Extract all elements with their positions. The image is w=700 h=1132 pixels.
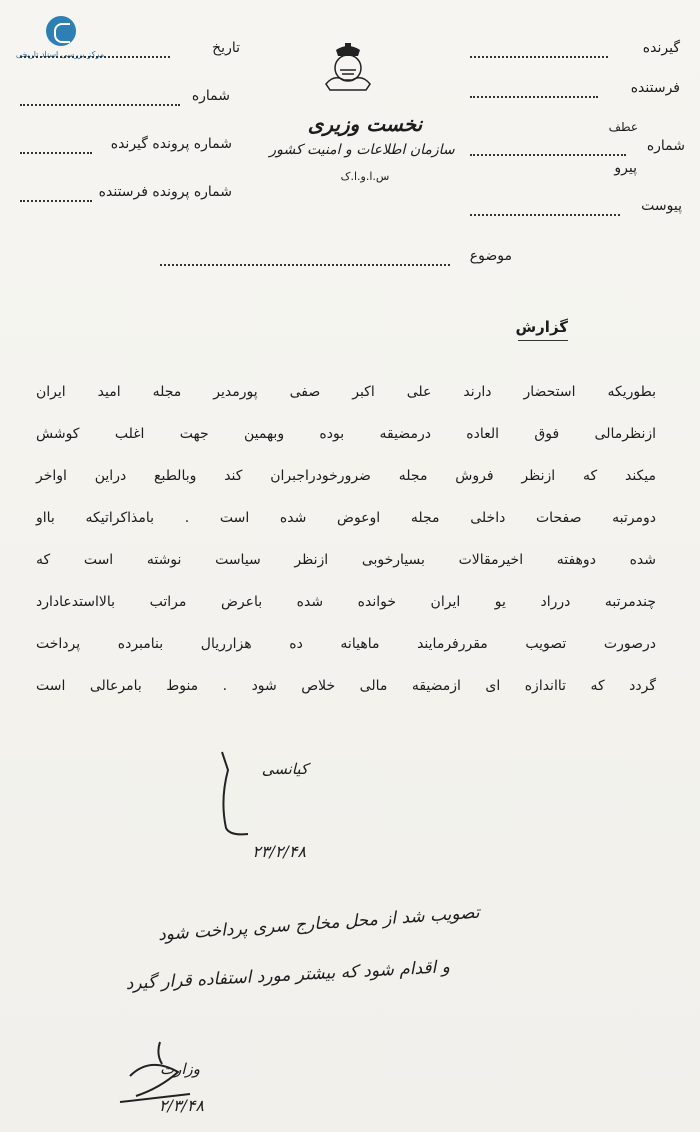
attachment-label: پیوست (641, 198, 682, 214)
signature1-date: ۲۳/۲/۴۸ (252, 842, 306, 861)
header-code: س.ا.و.ا.ک (340, 170, 390, 183)
recipient-label: گیرنده (642, 40, 680, 56)
header-line1: نخست وزیری (307, 112, 423, 136)
signature2-name: وزارت (159, 1060, 200, 1078)
number-label-right: شماره (646, 138, 685, 154)
body-line: گردد که تااندازه ای ازمضیقه مالی خلاص شود . منوط بامرعالی است (36, 678, 656, 694)
following-label: پیرو (614, 160, 637, 176)
body-line: ازنظرمالی فوق العاده درمضیقه بوده وبهمین جهت اغلب کوشش (36, 426, 656, 442)
signature1-name: کیانسی (261, 760, 308, 778)
body-line: شده دوهفته اخیرمقالات بسیارخوبی ازنظر سیاست نوشته است که (36, 552, 656, 568)
lion-and-sun-emblem-icon (318, 40, 378, 96)
report-title-underline (518, 340, 568, 341)
date-label: تاریخ (212, 40, 240, 56)
number-right-dotted-line (470, 154, 626, 156)
body-line: چندمرتبه درراد یو ایران خوانده شده باعرض مراتب بالااستدعادارد (36, 594, 656, 610)
report-title: گزارش (515, 318, 568, 336)
date-dotted-line (20, 56, 170, 58)
header-line2: سازمان اطلاعات و امنیت کشور (269, 142, 455, 158)
number-dotted-line (20, 104, 180, 106)
recipient-file-dotted-line (20, 152, 92, 154)
archive-logo-icon (46, 16, 76, 46)
handwritten-note-line1: تصویب شد از محل مخارج سری پرداخت شود (157, 902, 481, 946)
body-line: دومرتبه صفحات داخلی مجله اوعوض شده است . بامذاکراتیکه بااو (36, 510, 656, 526)
attachment-dotted-line (470, 214, 620, 216)
recipient-file-label: شماره پرونده گیرنده (110, 136, 232, 152)
handwritten-note-line2: و اقدام شود که بیشتر مورد استفاده قرار گیرد (125, 957, 451, 995)
signature2-date: ۲/۳/۴۸ (158, 1096, 204, 1115)
sender-file-dotted-line (20, 200, 92, 202)
recipient-dotted-line (470, 56, 608, 58)
number-label: شماره (191, 88, 230, 104)
subject-dotted-line (160, 264, 450, 266)
subject-label: موضوع (469, 248, 512, 264)
sender-label: فرستنده (630, 80, 680, 96)
body-line: میکند که ازنظر فروش مجله ضرورخودراجبران کند وبالطبع دراین اواخر (36, 468, 656, 484)
signature-bracket-icon (200, 740, 310, 850)
regarding-label: عطف (608, 120, 638, 134)
archive-logo-text: مرکز بررسی اسناد تاریخی (15, 50, 105, 59)
body-line: درصورت تصویب مقررفرمایند ماهیانه ده هزارریال بنامبرده پرداخت (36, 636, 656, 652)
sender-file-label: شماره پرونده فرستنده (98, 184, 232, 200)
sender-dotted-line (470, 96, 598, 98)
archive-logo (10, 16, 110, 74)
body-line: بطوریکه استحضار دارند علی اکبر صفی پورمدیر مجله امید ایران (36, 384, 656, 400)
